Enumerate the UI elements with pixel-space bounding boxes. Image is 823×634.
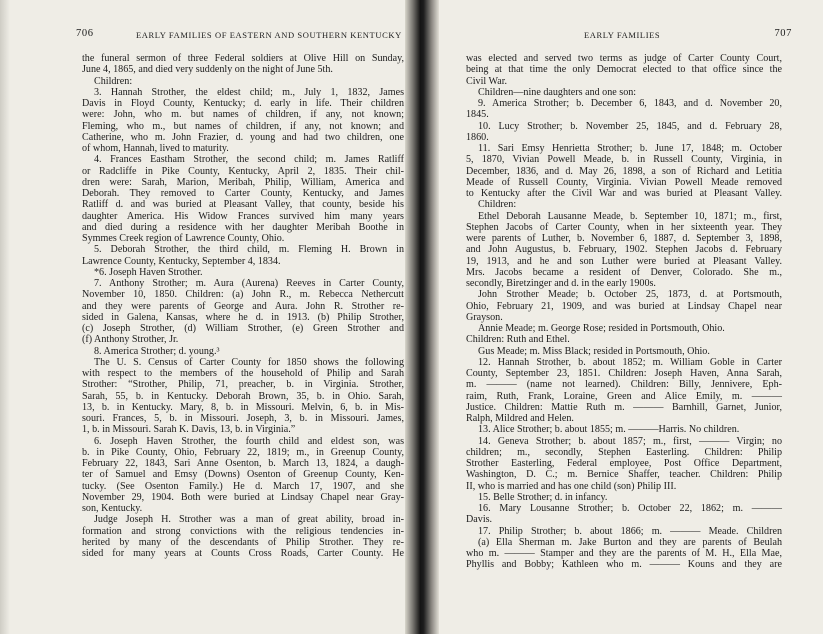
text-line: Stephen Jacobs of Carter County, when in her sixteenth year. They bbox=[466, 221, 782, 233]
text-line: 5. Deborah Strother, the third child, m. Fleming H. Brown in bbox=[94, 244, 404, 256]
text-line: Phyllis and Bobby; Kathleen who m. ——— Kouns and they are bbox=[466, 559, 782, 571]
text-line: Judge Joseph H. Strother was a man of great ability, broad in- bbox=[94, 514, 404, 526]
text-line: 19, 1913, and he and son Luther were buried at Pleasant Valley. bbox=[466, 255, 782, 267]
right-running-head bbox=[466, 28, 792, 44]
text-line: Washington, D. C.; m. Bernice Shaffer, teacher. Children: Philip bbox=[466, 469, 782, 481]
text-line: Fleming, who m., but names of children, if any, not known; and bbox=[82, 120, 404, 132]
text-line: herited by many of the descendants of Philip Strother. They re- bbox=[82, 536, 404, 548]
text-line: being at that time the only Democrat elected to that office since the bbox=[466, 64, 782, 76]
text-line: The U. S. Census of Carter County for 1850 shows the following bbox=[94, 356, 404, 368]
text-line: Ralph, Mildred and Helen. bbox=[466, 413, 574, 424]
text-line: the funeral sermon of three Federal soldiers at Olive Hill on Sunday, bbox=[82, 53, 404, 64]
left-page bbox=[76, 0, 404, 634]
text-line: 7. Anthony Strother; m. Aura (Aurena) Reeves in Carter County, bbox=[94, 278, 404, 289]
text-line: m. ——— (name not learned). Children: Billy, Jennivere, Eph- bbox=[466, 379, 782, 391]
text-line: II, who is married and has one child (son) Philip III. bbox=[466, 480, 677, 492]
text-line: Davis. bbox=[466, 514, 493, 526]
text-line: 10. Lucy Strother; b. November 25, 1845, and d. February 28, bbox=[478, 120, 782, 132]
text-line: Lawrence County, Kentucky, September 4, 1834. bbox=[82, 255, 281, 267]
text-line: (f) Anthony Strother, Jr. bbox=[82, 334, 179, 346]
text-line: 12. Hannah Strother, b. about 1852; m. William Goble in Carter bbox=[478, 356, 782, 368]
text-line: and died during a residence with her daughter Meribah Boothe in bbox=[82, 221, 404, 233]
text-line: Sarah, 55, b. in Kentucky. Deborah Brown, 35, b. in Ohio. Sarah, bbox=[82, 390, 404, 402]
book-gutter bbox=[405, 0, 439, 634]
text-line: children; m., secondly, Stephen Easterling. Children: Philip bbox=[466, 446, 782, 458]
text-line: 15. Belle Strother; d. in infancy. bbox=[478, 491, 608, 503]
text-line: 1845. bbox=[466, 109, 489, 121]
text-line: *6. Joseph Haven Strother. bbox=[94, 266, 203, 278]
text-line: with respect to the members of the household of Philip and Sarah bbox=[82, 368, 404, 379]
text-line: 16. Mary Lousanne Strother; b. October 22, 1862; m. ——— bbox=[478, 503, 782, 514]
text-line: Children: bbox=[94, 75, 133, 87]
text-line: Annie Meade; m. George Rose; resided in Portsmouth, Ohio. bbox=[478, 323, 725, 334]
text-line: Mrs. Jacobs became a resident of Denver, Colorado. She m., bbox=[466, 266, 782, 278]
text-line: were: John, who m. but names of children, if any, not known; bbox=[82, 109, 404, 121]
text-line: 4. Frances Eastham Strother, the second child; m. James Ratliff bbox=[94, 154, 404, 166]
text-line: December, 1836, and d. May 26, 1898, a son of Richard and Letitia bbox=[466, 165, 782, 177]
text-line: Children: Ruth and Ethel. bbox=[466, 334, 570, 346]
right-running-title: EARLY FAMILIES bbox=[584, 30, 661, 40]
right-page bbox=[466, 0, 792, 634]
text-line: Children—nine daughters and one son: bbox=[478, 86, 637, 98]
left-running-head bbox=[76, 28, 404, 44]
text-line: 3. Hannah Strother, the eldest child; m., July 1, 1832, James bbox=[94, 86, 404, 98]
text-line: Catherine, who m. John Frazier, d. young and had two children, one bbox=[82, 131, 404, 143]
text-line: daughter America. His Widow Frances survived him many years bbox=[82, 210, 404, 222]
text-line: (c) Joseph Strother, (d) William Strother, (e) Green Strother and bbox=[82, 323, 404, 334]
text-line: February 22, 1843, Sari Anne Osenton, b. March 13, 1824, a daugh- bbox=[82, 458, 404, 469]
right-page-number: 707 bbox=[774, 28, 792, 39]
text-line: and they were parents of George and Aura. John R. Strother re- bbox=[82, 300, 404, 312]
text-line: Ratliff d. and was buried at Pleasant Valley, that county, beside his bbox=[82, 199, 404, 211]
text-line: 11. Sari Emsy Henrietta Strother; b. June 17, 1848; m. October bbox=[478, 143, 782, 154]
text-line: 1, b. in Missouri. Sarah K. Davis, 13, b. in Virginia.” bbox=[82, 424, 296, 436]
text-line: Symmes Creek region of Lawrence County, Ohio. bbox=[82, 233, 285, 244]
text-line: 8. America Strother; d. young.³ bbox=[94, 345, 220, 357]
text-line: County, September 23, 1851. Children: Joseph Haven, Anna Sarah, bbox=[466, 368, 782, 379]
text-line: or Radcliffe in Pike County, Kentucky, April 2, 1835. Their chil- bbox=[82, 165, 404, 177]
text-line: November 10, 1850. Children: (a) John R., m. Rebecca Nethercutt bbox=[82, 289, 404, 301]
text-line: ter of Samuel and Emsy (Downs) Osenton of Greenup County, Ken- bbox=[82, 469, 404, 481]
text-line: Strother: “Strother, Philip, 71, preacher, b. in Virginia. Strother, bbox=[82, 379, 404, 391]
text-line: Grayson. bbox=[466, 311, 503, 323]
text-line: Strother Easterling, Federal employee, Post Office Department, bbox=[466, 458, 782, 469]
page-edge-shadow bbox=[0, 0, 10, 634]
text-line: Ohio, February 21, 1909, and was buried at Lindsay Chapel near bbox=[466, 300, 782, 312]
text-line: Civil War. bbox=[466, 75, 508, 87]
text-line: Davis in Floyd County, Kentucky; d. early in life. Their children bbox=[82, 98, 404, 109]
text-line: John Strother Meade; b. October 25, 1873, d. at Portsmouth, bbox=[478, 289, 782, 301]
text-line: Meade of Russell County, Virginia. Vivian Powell Meade removed bbox=[466, 176, 782, 188]
text-line: b. in Pike County, Ohio, February 22, 1819; m., in Greenup County, bbox=[82, 446, 404, 458]
text-line: Deborah. They removed to Carter County, Kentucky, and James bbox=[82, 188, 404, 199]
left-running-title: EARLY FAMILIES OF EASTERN AND SOUTHERN KENTUCKY bbox=[136, 30, 402, 40]
text-line: Justice. Children: Mattie Ruth m. ——— Barnhill, Garnet, Junior, bbox=[466, 401, 782, 413]
text-line: to Kentucky after the Civil War and was buried at Pleasant Valley. bbox=[466, 188, 782, 199]
text-line: 9. America Strother; b. December 6, 1843, and d. November 20, bbox=[478, 98, 782, 109]
left-page-number: 706 bbox=[76, 28, 94, 39]
text-line: Gus Meade; m. Miss Black; resided in Portsmouth, Ohio. bbox=[478, 345, 710, 357]
text-line: Children: bbox=[478, 199, 517, 211]
text-line: of whom, Hannah, lived to maturity. bbox=[82, 143, 229, 154]
text-line: 6. Joseph Haven Strother, the fourth child and eldest son, was bbox=[94, 435, 404, 447]
text-line: 14. Geneva Strother; b. about 1857; m., first, ——— Virgin; no bbox=[478, 435, 782, 447]
text-line: 17. Philip Strother; b. about 1866; m. ——— Meade. Children bbox=[478, 525, 782, 537]
text-line: were parents of Luther, b. November 6, 1887, d. September 3, 1898, bbox=[466, 233, 782, 244]
text-line: June 4, 1865, and died very suddenly on the night of June 5th. bbox=[82, 64, 333, 76]
text-line: son, Kentucky. bbox=[82, 503, 143, 514]
left-page-text bbox=[82, 53, 404, 559]
text-line: was elected and served two terms as judge of Carter County Court, bbox=[466, 53, 782, 64]
text-line: who m. ——— Stamper and they are the parents of M. H., Ella Mae, bbox=[466, 548, 782, 559]
text-line: sided for many years at Counts Cross Roads, Carter County. He bbox=[82, 548, 404, 559]
text-line: dren were: Sarah, Marion, Meribah, Philip, William, America and bbox=[82, 176, 404, 188]
text-line: 1860. bbox=[466, 131, 489, 143]
text-line: (a) Ella Sherman m. Jake Burton and they are parents of Beulah bbox=[478, 536, 782, 548]
text-line: 13. Alice Strother; b. about 1855; m. ———Harris. No children. bbox=[478, 424, 740, 436]
text-line: raim, Ruth, Frank, Loraine, Green and Alice Emily, m. ——— bbox=[466, 390, 782, 402]
text-line: Ethel Deborah Lausanne Meade, b. September 10, 1871; m., first, bbox=[478, 210, 782, 222]
text-line: sided in Galena, Kansas, where he d. in 1913. (b) Philip Strother, bbox=[82, 311, 404, 323]
text-line: 13, b. in Kentucky. Mary, 8, b. in Missouri. Melvin, 6, b. in Mis- bbox=[82, 401, 404, 413]
text-line: tucky. (See Osenton Family.) He d. March 17, 1907, and she bbox=[82, 480, 404, 492]
text-line: November 29, 1904. Both were buried at Lindsay Chapel near Gray- bbox=[82, 491, 404, 503]
text-line: secondly, Biretzinger and d. in the early 1900s. bbox=[466, 278, 656, 289]
right-page-text bbox=[466, 53, 782, 571]
text-line: 5, 1870, Vivian Powell Meade, b. in Russell County, Virginia, in bbox=[466, 154, 782, 166]
text-line: and John Augustus, b. February, 1902. Stephen Jacobs d. February bbox=[466, 244, 782, 256]
text-line: formation and strong convictions with the religious tendencies in- bbox=[82, 525, 404, 537]
text-line: souri. Frances, 5, b. in Missouri. Joseph, 3, b. in Missouri. James, bbox=[82, 413, 404, 424]
